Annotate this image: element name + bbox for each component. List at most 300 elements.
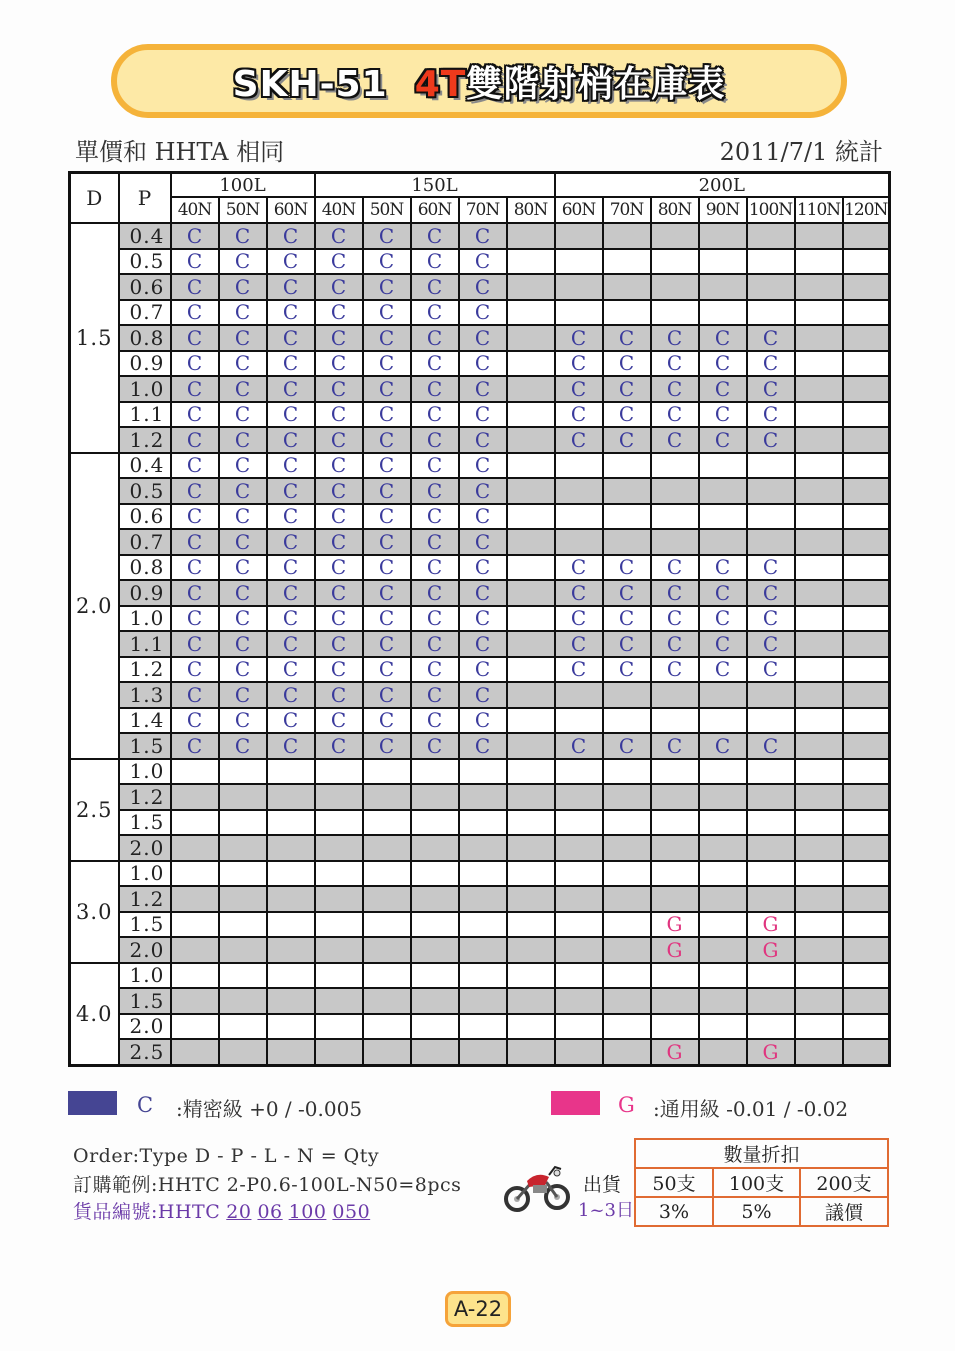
stock-cell: [795, 555, 843, 581]
stock-cell: [603, 810, 651, 836]
stock-cell: [507, 249, 555, 275]
table-row: [70, 351, 890, 377]
stock-cell: [171, 937, 219, 963]
pitch-cell: 1.1: [119, 631, 171, 657]
stock-cell: C: [315, 300, 363, 326]
pitch-cell: 0.5: [119, 478, 171, 504]
pitch-cell: 1.5: [119, 810, 171, 836]
stock-cell: [507, 708, 555, 734]
stock-cell: C: [555, 657, 603, 683]
stock-cell: [459, 810, 507, 836]
stock-cell: C: [747, 580, 795, 606]
stock-cell: [459, 759, 507, 785]
stock-cell: [507, 988, 555, 1014]
stock-cell: C: [699, 351, 747, 377]
stock-cell: C: [315, 555, 363, 581]
legend-c-text: :精密級 +0 / -0.005: [176, 1097, 363, 1121]
stock-cell: C: [267, 351, 315, 377]
stock-cell: C: [171, 274, 219, 300]
stock-cell: [795, 631, 843, 657]
stock-cell: [795, 963, 843, 989]
stock-cell: C: [651, 427, 699, 453]
stock-cell: [843, 988, 890, 1014]
stock-cell: [507, 274, 555, 300]
pitch-cell: 1.0: [119, 963, 171, 989]
stock-cell: [843, 708, 890, 734]
stock-cell: [555, 504, 603, 530]
pitch-cell: 1.3: [119, 682, 171, 708]
stock-cell: [555, 861, 603, 887]
stock-cell: C: [603, 580, 651, 606]
pitch-cell: 1.2: [119, 886, 171, 912]
diameter-cell: 2.5: [70, 759, 119, 861]
stock-cell: [171, 1039, 219, 1065]
stock-cell: [843, 427, 890, 453]
stock-cell: C: [555, 402, 603, 428]
stock-cell: [603, 708, 651, 734]
table-row: [70, 912, 890, 938]
stock-cell: [747, 835, 795, 861]
stock-cell: C: [267, 300, 315, 326]
table-row: [70, 886, 890, 912]
stock-cell: [651, 453, 699, 479]
stock-cell: [699, 274, 747, 300]
stock-cell: C: [363, 274, 411, 300]
stock-cell: C: [603, 325, 651, 351]
stock-cell: [843, 835, 890, 861]
pitch-cell: 1.2: [119, 657, 171, 683]
stock-cell: C: [459, 223, 507, 249]
stock-cell: [603, 759, 651, 785]
table-row: [70, 733, 890, 759]
stock-cell: [411, 861, 459, 887]
stock-cell: C: [555, 555, 603, 581]
stock-cell: C: [267, 682, 315, 708]
stock-cell: [843, 657, 890, 683]
stock-cell: [747, 504, 795, 530]
title-prefix: 4T: [414, 63, 467, 105]
stock-cell: C: [219, 478, 267, 504]
stock-cell: [843, 300, 890, 326]
stock-cell: [507, 351, 555, 377]
header-size: 110N: [795, 197, 843, 223]
stock-cell: [603, 504, 651, 530]
stock-cell: [795, 351, 843, 377]
stock-cell: [795, 580, 843, 606]
stock-cell: [411, 1014, 459, 1040]
stock-cell: C: [171, 631, 219, 657]
pitch-cell: 0.6: [119, 274, 171, 300]
pitch-cell: 0.9: [119, 580, 171, 606]
stock-cell: C: [363, 682, 411, 708]
stock-cell: C: [219, 300, 267, 326]
stock-cell: C: [171, 606, 219, 632]
pitch-cell: 2.0: [119, 1014, 171, 1040]
stock-cell: [267, 810, 315, 836]
stock-cell: [603, 912, 651, 938]
header-size: 40N: [315, 197, 363, 223]
stock-cell: [507, 733, 555, 759]
stock-cell: C: [315, 529, 363, 555]
stock-cell: [507, 402, 555, 428]
stock-cell: [603, 274, 651, 300]
stock-cell: C: [411, 682, 459, 708]
stock-cell: [651, 759, 699, 785]
stock-cell: C: [315, 631, 363, 657]
stock-cell: [411, 886, 459, 912]
pitch-cell: 0.9: [119, 351, 171, 377]
stock-cell: [795, 427, 843, 453]
stock-cell: C: [459, 249, 507, 275]
stock-cell: C: [363, 580, 411, 606]
stock-cell: [219, 1039, 267, 1065]
stock-cell: C: [747, 657, 795, 683]
stock-cell: C: [315, 325, 363, 351]
stock-cell: [843, 504, 890, 530]
stock-cell: [315, 988, 363, 1014]
stock-cell: [747, 963, 795, 989]
legend-g-text: :通用級 -0.01 / -0.02: [653, 1097, 849, 1121]
stock-cell: [411, 810, 459, 836]
stock-cell: [795, 784, 843, 810]
stock-cell: [507, 1039, 555, 1065]
pitch-cell: 2.0: [119, 835, 171, 861]
stock-cell: [267, 861, 315, 887]
stock-cell: G: [651, 912, 699, 938]
stock-cell: [459, 835, 507, 861]
stock-cell: C: [459, 376, 507, 402]
stock-cell: C: [747, 733, 795, 759]
discount-rate-200: 議價: [800, 1197, 888, 1226]
stock-cell: C: [171, 504, 219, 530]
stock-cell: [651, 861, 699, 887]
stock-cell: C: [267, 376, 315, 402]
stock-cell: C: [171, 376, 219, 402]
stock-cell: C: [363, 733, 411, 759]
stock-cell: [699, 478, 747, 504]
header-size: 50N: [363, 197, 411, 223]
stock-cell: C: [171, 682, 219, 708]
table-row: [70, 708, 890, 734]
stock-cell: [699, 453, 747, 479]
stock-cell: [603, 784, 651, 810]
header-length-group: 150L: [315, 173, 555, 198]
stock-cell: [651, 988, 699, 1014]
stock-cell: [843, 861, 890, 887]
stock-cell: [795, 988, 843, 1014]
stock-cell: [363, 988, 411, 1014]
stock-cell: C: [651, 555, 699, 581]
stock-cell: [459, 912, 507, 938]
stock-cell: C: [459, 580, 507, 606]
stock-cell: [795, 810, 843, 836]
diameter-cell: 3.0: [70, 861, 119, 963]
stock-cell: C: [603, 376, 651, 402]
stock-cell: [795, 733, 843, 759]
stock-cell: [699, 223, 747, 249]
stock-cell: C: [555, 427, 603, 453]
table-row: [70, 606, 890, 632]
stock-cell: C: [363, 606, 411, 632]
diameter-cell: 4.0: [70, 963, 119, 1066]
stock-cell: G: [747, 912, 795, 938]
stock-cell: [459, 1039, 507, 1065]
stock-cell: [363, 937, 411, 963]
stock-cell: [699, 249, 747, 275]
stock-cell: [651, 300, 699, 326]
header-p: P: [119, 173, 171, 224]
product-code-d: 20: [226, 1201, 252, 1223]
stock-cell: [555, 478, 603, 504]
stock-cell: [363, 810, 411, 836]
stock-cell: [267, 912, 315, 938]
stock-cell: [603, 682, 651, 708]
stock-cell: C: [363, 402, 411, 428]
stock-cell: [219, 810, 267, 836]
stock-cell: [315, 810, 363, 836]
stock-cell: [507, 427, 555, 453]
stock-cell: C: [459, 733, 507, 759]
stock-cell: [843, 810, 890, 836]
stock-cell: [171, 861, 219, 887]
stock-cell: [555, 1014, 603, 1040]
pitch-cell: 1.5: [119, 988, 171, 1014]
stock-cell: [795, 606, 843, 632]
stock-cell: [555, 810, 603, 836]
product-code-n: 050: [332, 1201, 371, 1223]
stock-cell: [171, 912, 219, 938]
discount-title: 數量折扣: [635, 1139, 888, 1168]
stock-cell: [555, 682, 603, 708]
stock-cell: C: [459, 631, 507, 657]
stock-cell: [747, 784, 795, 810]
stock-cell: [507, 453, 555, 479]
stock-cell: C: [267, 529, 315, 555]
stock-cell: [651, 963, 699, 989]
stock-cell: C: [747, 376, 795, 402]
stock-cell: C: [315, 249, 363, 275]
stock-cell: [795, 937, 843, 963]
stock-cell: [747, 810, 795, 836]
pitch-cell: 1.0: [119, 376, 171, 402]
stock-cell: [267, 759, 315, 785]
stock-cell: [651, 682, 699, 708]
stock-cell: C: [267, 478, 315, 504]
table-row: [70, 835, 890, 861]
stock-cell: [699, 861, 747, 887]
pitch-cell: 1.0: [119, 861, 171, 887]
stock-cell: [555, 274, 603, 300]
stock-cell: C: [411, 708, 459, 734]
stock-cell: [315, 1039, 363, 1065]
stock-cell: [555, 963, 603, 989]
stock-cell: [699, 835, 747, 861]
stock-cell: [843, 529, 890, 555]
stock-cell: C: [267, 606, 315, 632]
pitch-cell: 2.0: [119, 937, 171, 963]
stock-cell: [651, 1014, 699, 1040]
stock-cell: [843, 606, 890, 632]
order-format: Order:Type D - P - L - N = Qty: [73, 1145, 380, 1167]
stock-cell: C: [651, 580, 699, 606]
title-main: 雙階射梢在庫表: [466, 63, 726, 105]
stock-cell: C: [459, 325, 507, 351]
stock-cell: C: [411, 351, 459, 377]
stock-cell: C: [747, 402, 795, 428]
stock-cell: C: [267, 504, 315, 530]
stock-cell: [843, 223, 890, 249]
stock-cell: [651, 504, 699, 530]
stock-cell: C: [459, 478, 507, 504]
stock-cell: [555, 912, 603, 938]
stock-cell: [363, 1014, 411, 1040]
order-example: 訂購範例:HHTC 2-P0.6-100L-N50=8pcs: [73, 1174, 462, 1196]
header-size: 60N: [267, 197, 315, 223]
stock-cell: C: [171, 402, 219, 428]
stock-cell: [603, 886, 651, 912]
stock-cell: C: [555, 631, 603, 657]
stock-cell: [795, 325, 843, 351]
stock-cell: [171, 784, 219, 810]
stock-cell: G: [747, 937, 795, 963]
stock-cell: C: [315, 376, 363, 402]
stock-cell: [459, 937, 507, 963]
stock-cell: [795, 249, 843, 275]
stock-cell: C: [651, 351, 699, 377]
stock-cell: [747, 453, 795, 479]
stock-cell: [795, 504, 843, 530]
header-size: 100N: [747, 197, 795, 223]
stock-cell: [411, 784, 459, 810]
stock-cell: C: [459, 427, 507, 453]
stock-cell: [747, 708, 795, 734]
stock-cell: C: [699, 657, 747, 683]
stock-cell: [219, 886, 267, 912]
stock-cell: C: [219, 325, 267, 351]
stock-cell: C: [699, 733, 747, 759]
stock-cell: [843, 682, 890, 708]
stock-cell: C: [363, 529, 411, 555]
stock-cell: C: [315, 504, 363, 530]
stock-cell: [603, 249, 651, 275]
stock-cell: C: [651, 325, 699, 351]
stock-cell: [747, 886, 795, 912]
stock-cell: [459, 1014, 507, 1040]
stock-cell: [219, 937, 267, 963]
stock-cell: [459, 963, 507, 989]
stock-cell: [843, 759, 890, 785]
stock-cell: [507, 784, 555, 810]
table-row: [70, 1014, 890, 1040]
stock-cell: C: [699, 325, 747, 351]
stock-cell: C: [411, 631, 459, 657]
stock-cell: [507, 1014, 555, 1040]
stock-cell: [843, 274, 890, 300]
stock-cell: [795, 835, 843, 861]
stock-cell: [795, 478, 843, 504]
stock-cell: C: [411, 300, 459, 326]
header-length-group: 200L: [555, 173, 890, 198]
table-row: [70, 657, 890, 683]
title-model: SKH-51: [232, 63, 388, 105]
diameter-cell: 2.0: [70, 453, 119, 759]
stock-cell: C: [267, 733, 315, 759]
stock-cell: C: [219, 402, 267, 428]
table-row: [70, 300, 890, 326]
stock-cell: [459, 861, 507, 887]
stock-cell: [555, 223, 603, 249]
stock-cell: [603, 529, 651, 555]
stock-cell: C: [363, 555, 411, 581]
stock-cell: [699, 810, 747, 836]
stock-cell: C: [219, 453, 267, 479]
stock-cell: [555, 784, 603, 810]
stock-cell: C: [651, 606, 699, 632]
stock-cell: [555, 759, 603, 785]
stock-cell: C: [315, 427, 363, 453]
stock-cell: C: [315, 274, 363, 300]
stock-cell: [171, 963, 219, 989]
stock-cell: C: [603, 606, 651, 632]
stock-cell: C: [363, 351, 411, 377]
stock-cell: [507, 657, 555, 683]
stock-cell: C: [411, 376, 459, 402]
stock-cell: C: [171, 453, 219, 479]
stock-cell: C: [171, 351, 219, 377]
product-code-p: 06: [257, 1201, 283, 1223]
pitch-cell: 0.8: [119, 555, 171, 581]
discount-qty-200: 200支: [800, 1168, 888, 1197]
legend-g-letter: G: [618, 1093, 635, 1117]
table-row: [70, 580, 890, 606]
header-size: 40N: [171, 197, 219, 223]
stock-cell: [171, 810, 219, 836]
stock-cell: C: [699, 427, 747, 453]
stock-cell: [603, 937, 651, 963]
stock-cell: C: [363, 453, 411, 479]
pitch-cell: 1.2: [119, 784, 171, 810]
stock-cell: C: [267, 402, 315, 428]
stock-cell: [747, 759, 795, 785]
stock-cell: C: [315, 708, 363, 734]
stock-cell: [843, 453, 890, 479]
stock-cell: [843, 249, 890, 275]
stock-cell: C: [219, 351, 267, 377]
stock-cell: [747, 478, 795, 504]
table-row: [70, 325, 890, 351]
stock-cell: C: [219, 682, 267, 708]
stock-cell: [219, 1014, 267, 1040]
shipping-label: 出貨: [583, 1174, 622, 1196]
stock-cell: C: [315, 657, 363, 683]
stock-cell: C: [363, 249, 411, 275]
stock-cell: C: [267, 631, 315, 657]
stock-cell: G: [651, 937, 699, 963]
stock-cell: [507, 759, 555, 785]
stock-cell: C: [219, 427, 267, 453]
diameter-cell: 1.5: [70, 223, 119, 453]
stock-cell: C: [699, 555, 747, 581]
stock-cell: [507, 682, 555, 708]
stock-cell: C: [171, 478, 219, 504]
stock-cell: C: [267, 325, 315, 351]
stock-cell: [795, 708, 843, 734]
stock-cell: C: [363, 427, 411, 453]
stock-cell: [747, 529, 795, 555]
stock-cell: C: [219, 504, 267, 530]
stock-cell: [411, 937, 459, 963]
stock-cell: C: [603, 427, 651, 453]
